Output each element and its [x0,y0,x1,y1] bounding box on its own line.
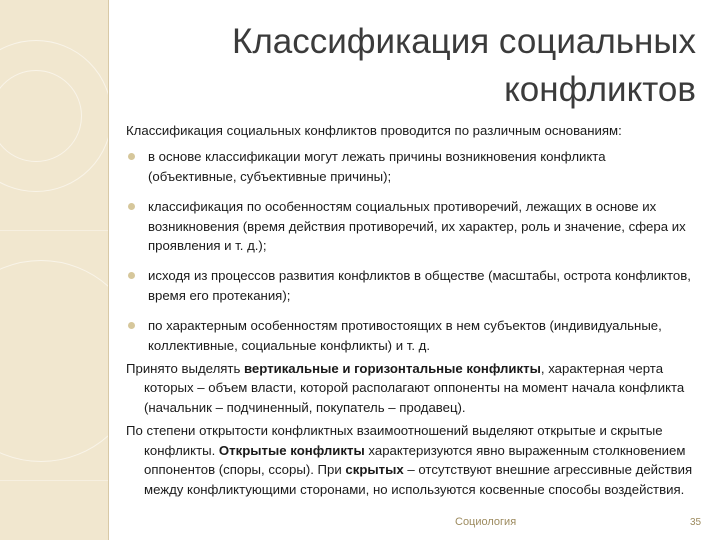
bullet-icon [128,153,135,160]
bullet-icon [128,322,135,329]
bullet-icon [128,272,135,279]
decorative-circle [0,260,109,462]
slide-title-line2: конфликтов [504,70,696,109]
list-item: в основе классификации могут лежать причины возникновения конфликта (объективные, субъективные причины); [126,147,696,186]
decorative-side-panel [0,0,109,540]
bullet-icon [128,203,135,210]
footer-subject: Социология [455,516,517,528]
emphasis-text: скрытых [345,462,404,478]
emphasis-text: Открытые конфликты [218,442,365,458]
slide-title [136,18,696,114]
vertical-horizontal-paragraph: Принято выделять вертикальные и горизонтальные конфликты, характерная черта которых – объем власти, которой располагают оппоненты на момент начала конфликта (начальник – подчиненный, покупатель – продавец). [126,361,685,415]
slide-title-line1: Классификация социальных [231,22,696,61]
decorative-line [0,480,108,481]
emphasis-text: вертикальные и горизонтальные конфликты [243,361,541,377]
list-item: классификация по особенностям социальных противоречий, лежащих в основе их возникновения (время действия противоречий, их характер, роль и значение, сфера их проявления и т. д.); [126,197,696,255]
open-hidden-paragraph: По степени открытости конфликтных взаимоотношений выделяют открытые и скрытые конфликты. Открытые конфликты характеризуются явно выраженным столкновением оппонентов (споры, ссоры). При скрытых – отсутствуют внешние агрессивные действия между конфликтующими сторонами, но используются косвенные способы воздействия. [126,423,693,497]
slide-body [126,121,696,503]
decorative-line [0,230,108,231]
bullet-list [126,147,696,355]
list-item: исходя из процессов развития конфликтов в обществе (масштабы, острота конфликтов, время его протекания); [126,266,696,305]
intro-paragraph: Классификация социальных конфликтов проводится по различным основаниям: [126,123,622,138]
page-number: 35 [690,517,702,528]
list-item: по характерным особенностям противостоящих в нем субъектов (индивидуальные, коллективные, социальные конфликты) и т. д. [126,316,696,355]
